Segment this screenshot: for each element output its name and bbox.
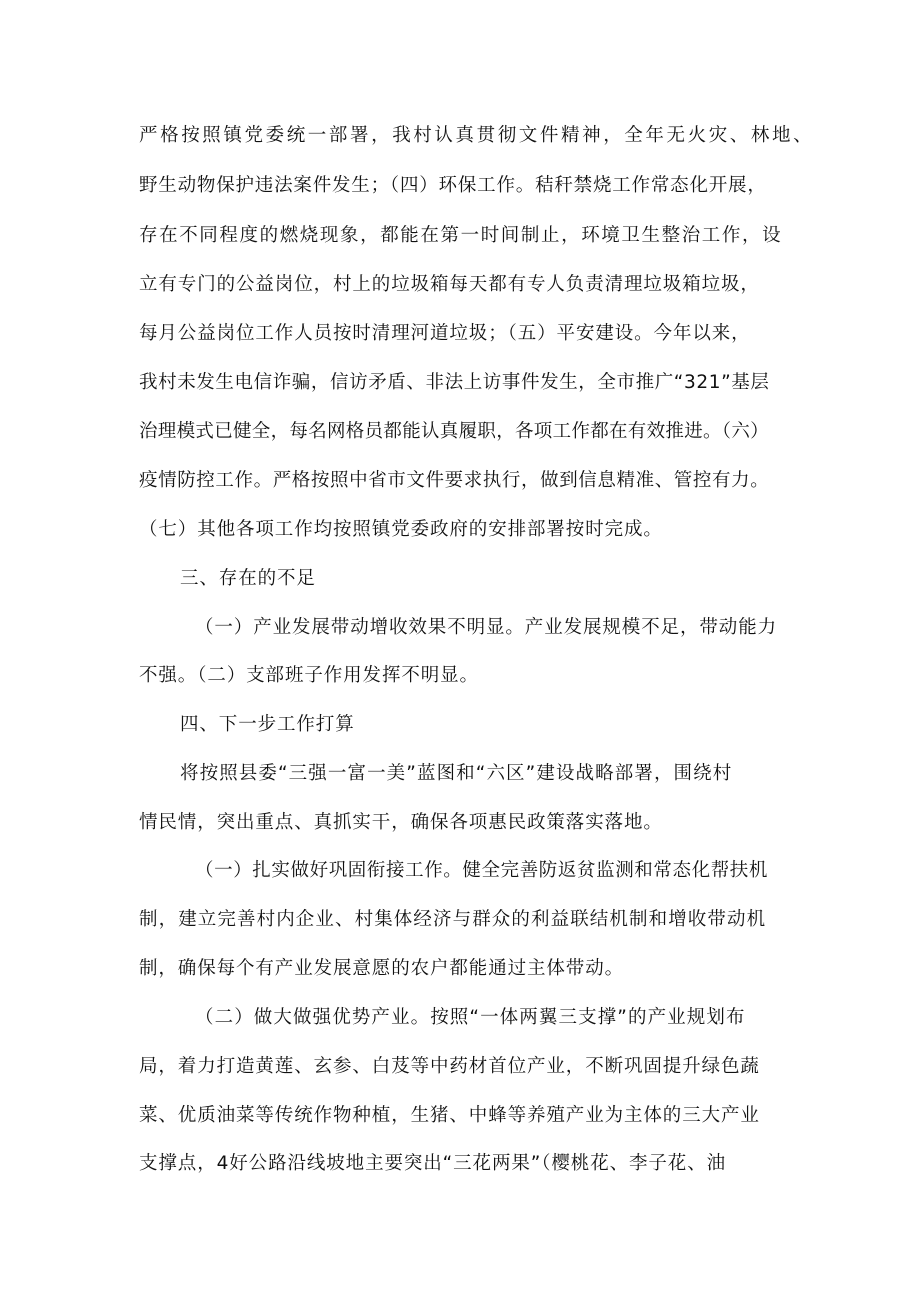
text-line: 情民情，突出重点、真抓实干，确保各项惠民政策落实落地。 — [139, 812, 663, 833]
text-line: 存在不同程度的燃烧现象，都能在第一时间制止，环境卫生整治工作，设 — [139, 225, 783, 246]
text-line: 野生动物保护违法案件发生；（四）环保工作。秸秆禁烧工作常态化开展， — [139, 175, 767, 196]
text-line: 我村未发生电信诈骗，信访矛盾、非法上访事件发生，全市推广“321”基层 — [139, 372, 770, 393]
text-line: （七）其他各项工作均按照镇党委政府的安排部署按时完成。 — [139, 519, 663, 540]
text-line: 制，确保每个有产业发展意愿的农户都能通过主体带动。 — [139, 958, 625, 979]
text-line: 严格按照镇党委统一部署，我村认真贯彻文件精神，全年无火灾、林地、 — [139, 125, 815, 146]
text-line: 疫情防控工作。严格按照中省市文件要求执行，做到信息精准、管控有力。 — [139, 470, 770, 491]
text-line: （一）产业发展带动增收效果不明显。产业发展规模不足，带动能力 — [195, 617, 778, 638]
text-line: 不强。（二）支部班子作用发挥不明显。 — [139, 665, 479, 686]
text-line: 立有专门的公益岗位，村上的垃圾箱每天都有专人负责清理垃圾箱垃圾， — [139, 274, 760, 295]
text-line: 治理模式已健全，每名网格员都能认真履职，各项工作都在有效推进。（六） — [139, 421, 769, 442]
section-heading: 四、下一步工作打算 — [180, 714, 355, 735]
text-line: （二）做大做强优势产业。按照“一体两翼三支撑”的产业规划布 — [195, 1007, 746, 1028]
text-line: （一）扎实做好巩固衔接工作。健全完善防返贫监测和常态化帮扶机 — [195, 860, 769, 881]
text-line: 制，建立完善村内企业、村集体经济与群众的利益联结机制和增收带动机 — [139, 909, 767, 930]
text-line: 支撑点，4好公路沿线坡地主要突出“三花两果”（樱桃花、李子花、油 — [139, 1153, 726, 1174]
text-line: 将按照县委“三强一富一美”蓝图和“六区”建设战略部署，围绕村 — [180, 763, 733, 784]
text-line: 菜、优质油菜等传统作物种植，生猪、中蜂等养殖产业为主体的三大产业 — [139, 1105, 760, 1126]
text-line: 每月公益岗位工作人员按时清理河道垃圾；（五）平安建设。今年以来， — [139, 323, 751, 344]
text-line: 局，着力打造黄莲、玄参、白芨等中药材首位产业，不断巩固提升绿色蔬 — [139, 1056, 760, 1077]
section-heading: 三、存在的不足 — [180, 568, 316, 589]
